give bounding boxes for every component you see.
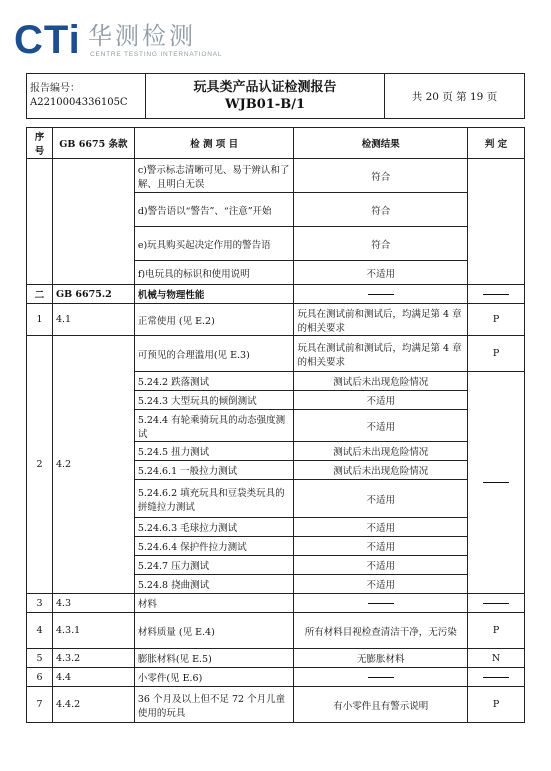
result-cell: 不适用 — [294, 261, 468, 285]
table-row — [27, 336, 525, 372]
result-cell: 不适用 — [294, 556, 468, 575]
table-row — [27, 687, 525, 723]
verdict-cell: P — [468, 336, 525, 372]
report-number: A2210004336105C — [30, 97, 128, 108]
table-row — [27, 594, 525, 613]
table-row — [27, 304, 525, 336]
item-cell: 5.24.6.1 一般拉力测试 — [134, 461, 294, 480]
logo-chinese-name: 华测检测 — [88, 22, 196, 50]
item-cell: 材料质量 (见 E.4) — [134, 613, 294, 649]
dash-mark — [368, 294, 394, 295]
result-cell: 不适用 — [294, 480, 468, 518]
section-row — [27, 285, 525, 304]
item-cell: f)电玩具的标识和使用说明 — [134, 261, 294, 285]
column-header: 序号 — [27, 128, 53, 159]
result-cell: 有小零件且有警示说明 — [294, 687, 468, 723]
item-cell: 5.24.6.2 填充玩具和豆袋类玩具的拼缝拉力测试 — [134, 480, 294, 518]
result-cell: 无膨胀材料 — [294, 649, 468, 668]
item-cell: 5.24.3 大型玩具的倾倒测试 — [134, 391, 294, 410]
item-cell: 材料 — [134, 594, 294, 613]
empty-cell — [27, 159, 53, 285]
table-header-row — [27, 128, 525, 159]
result-cell: 符合 — [294, 193, 468, 227]
logo-english-name: CENTRE TESTING INTERNATIONAL — [90, 51, 223, 58]
report-code: WJB01-B/1 — [224, 97, 305, 112]
verdict-cell: P — [468, 613, 525, 649]
dash-mark — [483, 482, 509, 483]
report-title: 玩具类产品认证检测报告 — [193, 80, 337, 95]
test-results-table — [26, 127, 525, 723]
result-cell: 所有材料目视检查清洁干净，无污染 — [294, 613, 468, 649]
result-cell: 符合 — [294, 159, 468, 193]
column-header: GB 6675 条款 — [52, 128, 134, 159]
verdict-cell: P — [468, 304, 525, 336]
result-cell: 测试后未出现危险情况 — [294, 442, 468, 461]
result-cell: 测试后未出现危险情况 — [294, 461, 468, 480]
logo-mark: CTi — [14, 18, 81, 62]
result-cell: 不适用 — [294, 391, 468, 410]
item-cell: 5.24.5 扭力测试 — [134, 442, 294, 461]
item-cell: d)警告语以“警告”、“注意”开始 — [134, 193, 294, 227]
row-number: 4 — [27, 613, 53, 649]
dash-cell — [468, 372, 525, 594]
clause-cell: 4.3.1 — [52, 613, 134, 649]
verdict-cell: P — [468, 687, 525, 723]
result-cell: 测试后未出现危险情况 — [294, 372, 468, 391]
section-clause: GB 6675.2 — [52, 285, 134, 304]
row-number: 7 — [27, 687, 53, 723]
result-cell: 玩具在测试前和测试后，均满足第 4 章的相关要求 — [294, 336, 468, 372]
report-number-label: 报告编号： — [30, 83, 80, 94]
dash-mark — [368, 603, 394, 604]
row-number: 5 — [27, 649, 53, 668]
dash-mark — [483, 603, 509, 604]
result-cell: 符合 — [294, 227, 468, 261]
item-cell: 5.24.8 挠曲测试 — [134, 575, 294, 594]
table-row — [27, 668, 525, 687]
dash-mark — [483, 677, 509, 678]
cti-logo — [14, 18, 254, 62]
report-number-cell — [27, 74, 146, 119]
table-row — [27, 613, 525, 649]
page-count: 共 20 页 第 19 页 — [385, 74, 525, 119]
section-number: 二 — [27, 285, 53, 304]
empty-cell — [52, 159, 134, 285]
item-cell: 5.24.6.3 毛球拉力测试 — [134, 518, 294, 537]
item-cell: e)玩具购买起决定作用的警告语 — [134, 227, 294, 261]
column-header: 判 定 — [468, 128, 525, 159]
result-cell: 不适用 — [294, 410, 468, 442]
item-cell: 5.24.7 压力测试 — [134, 556, 294, 575]
result-cell: 玩具在测试前和测试后，均满足第 4 章的相关要求 — [294, 304, 468, 336]
result-cell: 不适用 — [294, 518, 468, 537]
clause-cell: 4.2 — [52, 336, 134, 594]
clause-cell: 4.3.2 — [52, 649, 134, 668]
clause-cell: 4.1 — [52, 304, 134, 336]
item-cell: 可预见的合理滥用(见 E.3) — [134, 336, 294, 372]
dash-mark — [368, 677, 394, 678]
item-cell: 5.24.6.4 保护件拉力测试 — [134, 537, 294, 556]
item-cell: 膨胀材料(见 E.5) — [134, 649, 294, 668]
row-number: 1 — [27, 304, 53, 336]
clause-cell: 4.4 — [52, 668, 134, 687]
report-header — [26, 73, 525, 119]
dash-cell — [294, 285, 468, 304]
result-cell: 不适用 — [294, 575, 468, 594]
row-number: 3 — [27, 594, 53, 613]
result-cell: 不适用 — [294, 537, 468, 556]
column-header: 检 测 项 目 — [134, 128, 294, 159]
report-title-cell — [146, 74, 385, 119]
dash-cell — [468, 594, 525, 613]
table-row — [27, 159, 525, 193]
section-title: 机械与物理性能 — [134, 285, 294, 304]
row-number: 6 — [27, 668, 53, 687]
item-cell: 5.24.4 有轮乘骑玩具的动态强度测试 — [134, 410, 294, 442]
dash-cell — [468, 285, 525, 304]
empty-cell — [468, 159, 525, 285]
item-cell: 正常使用 (见 E.2) — [134, 304, 294, 336]
item-cell: 36 个月及以上但不足 72 个月儿童使用的玩具 — [134, 687, 294, 723]
item-cell: 小零件(见 E.6) — [134, 668, 294, 687]
column-header: 检测结果 — [294, 128, 468, 159]
row-number: 2 — [27, 336, 53, 594]
item-cell: c)警示标志清晰可见、易于辨认和了解、且明白无误 — [134, 159, 294, 193]
item-cell: 5.24.2 跌落测试 — [134, 372, 294, 391]
clause-cell: 4.3 — [52, 594, 134, 613]
dash-cell — [294, 668, 468, 687]
verdict-cell: N — [468, 649, 525, 668]
dash-mark — [483, 294, 509, 295]
dash-cell — [294, 594, 468, 613]
dash-cell — [468, 668, 525, 687]
clause-cell: 4.4.2 — [52, 687, 134, 723]
table-row — [27, 649, 525, 668]
